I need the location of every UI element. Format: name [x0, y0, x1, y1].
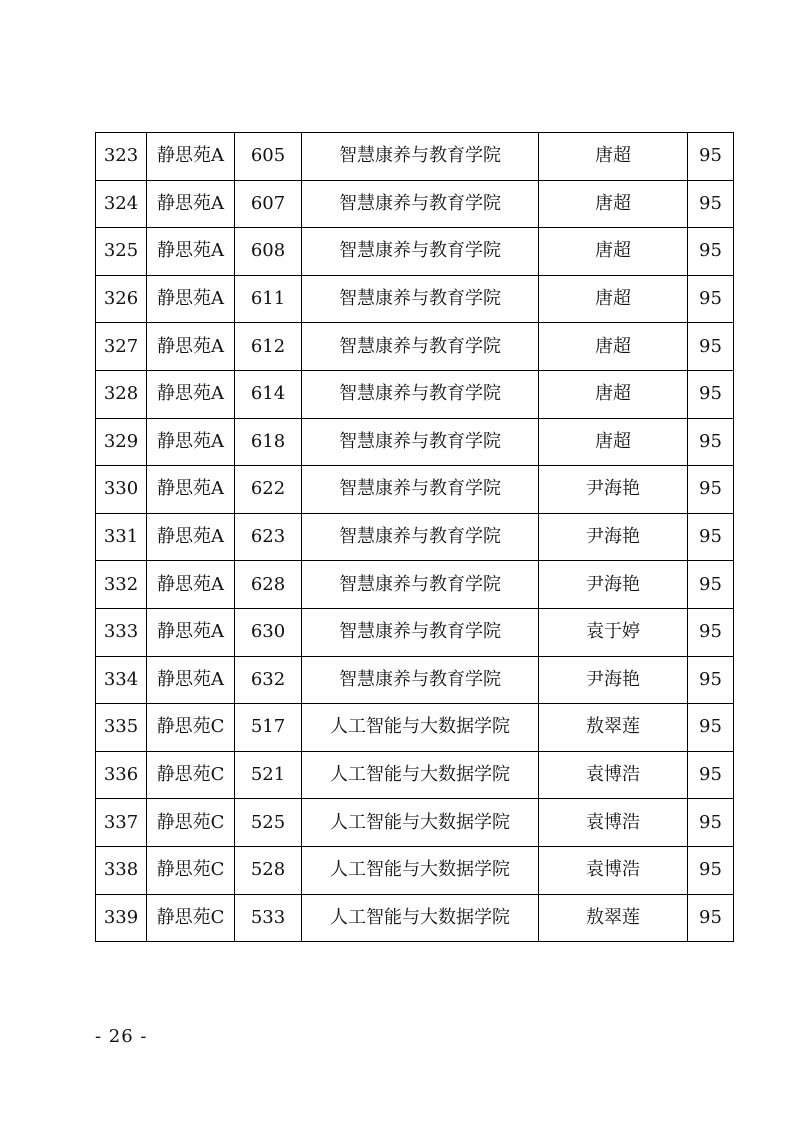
score-cell: 95 — [688, 704, 734, 752]
table-row — [96, 656, 734, 704]
score-cell: 95 — [688, 846, 734, 894]
table-row — [96, 466, 734, 514]
building-cell: 静思苑A — [147, 608, 235, 656]
room-cell: 628 — [235, 561, 302, 609]
counselor-cell: 敖翠莲 — [539, 704, 688, 752]
table-row — [96, 323, 734, 371]
row-number-cell: 335 — [96, 704, 147, 752]
table-row — [96, 513, 734, 561]
table-row — [96, 180, 734, 228]
counselor-cell: 敖翠莲 — [539, 894, 688, 942]
building-cell: 静思苑C — [147, 846, 235, 894]
table-row — [96, 608, 734, 656]
room-cell: 605 — [235, 133, 302, 181]
table-row — [96, 228, 734, 276]
building-cell: 静思苑A — [147, 180, 235, 228]
building-cell: 静思苑A — [147, 418, 235, 466]
counselor-cell: 唐超 — [539, 275, 688, 323]
building-cell: 静思苑C — [147, 704, 235, 752]
college-cell: 人工智能与大数据学院 — [302, 846, 539, 894]
building-cell: 静思苑A — [147, 133, 235, 181]
score-cell: 95 — [688, 799, 734, 847]
room-cell: 612 — [235, 323, 302, 371]
counselor-cell: 唐超 — [539, 370, 688, 418]
building-cell: 静思苑C — [147, 799, 235, 847]
counselor-cell: 袁博浩 — [539, 846, 688, 894]
row-number-cell: 336 — [96, 751, 147, 799]
counselor-cell: 袁于婷 — [539, 608, 688, 656]
table-row — [96, 561, 734, 609]
college-cell: 智慧康养与教育学院 — [302, 418, 539, 466]
table-row — [96, 846, 734, 894]
row-number-cell: 328 — [96, 370, 147, 418]
score-cell: 95 — [688, 275, 734, 323]
row-number-cell: 324 — [96, 180, 147, 228]
score-cell: 95 — [688, 370, 734, 418]
college-cell: 智慧康养与教育学院 — [302, 180, 539, 228]
room-cell: 607 — [235, 180, 302, 228]
college-cell: 智慧康养与教育学院 — [302, 513, 539, 561]
college-cell: 智慧康养与教育学院 — [302, 133, 539, 181]
row-number-cell: 339 — [96, 894, 147, 942]
building-cell: 静思苑A — [147, 561, 235, 609]
table-body — [96, 133, 734, 942]
row-number-cell: 337 — [96, 799, 147, 847]
building-cell: 静思苑C — [147, 894, 235, 942]
score-cell: 95 — [688, 751, 734, 799]
counselor-cell: 袁博浩 — [539, 751, 688, 799]
row-number-cell: 333 — [96, 608, 147, 656]
building-cell: 静思苑A — [147, 370, 235, 418]
building-cell: 静思苑A — [147, 466, 235, 514]
counselor-cell: 尹海艳 — [539, 561, 688, 609]
college-cell: 智慧康养与教育学院 — [302, 275, 539, 323]
score-cell: 95 — [688, 608, 734, 656]
row-number-cell: 325 — [96, 228, 147, 276]
room-cell: 632 — [235, 656, 302, 704]
room-cell: 611 — [235, 275, 302, 323]
row-number-cell: 327 — [96, 323, 147, 371]
table-row — [96, 370, 734, 418]
building-cell: 静思苑A — [147, 513, 235, 561]
counselor-cell: 唐超 — [539, 418, 688, 466]
table-row — [96, 894, 734, 942]
college-cell: 智慧康养与教育学院 — [302, 608, 539, 656]
building-cell: 静思苑A — [147, 656, 235, 704]
counselor-cell: 袁博浩 — [539, 799, 688, 847]
score-cell: 95 — [688, 180, 734, 228]
table-row — [96, 704, 734, 752]
score-cell: 95 — [688, 561, 734, 609]
room-cell: 517 — [235, 704, 302, 752]
score-cell: 95 — [688, 513, 734, 561]
row-number-cell: 330 — [96, 466, 147, 514]
counselor-cell: 唐超 — [539, 323, 688, 371]
counselor-cell: 唐超 — [539, 180, 688, 228]
college-cell: 人工智能与大数据学院 — [302, 751, 539, 799]
row-number-cell: 329 — [96, 418, 147, 466]
score-cell: 95 — [688, 323, 734, 371]
room-cell: 521 — [235, 751, 302, 799]
building-cell: 静思苑C — [147, 751, 235, 799]
college-cell: 智慧康养与教育学院 — [302, 656, 539, 704]
table-row — [96, 418, 734, 466]
college-cell: 人工智能与大数据学院 — [302, 704, 539, 752]
table-row — [96, 799, 734, 847]
row-number-cell: 323 — [96, 133, 147, 181]
counselor-cell: 尹海艳 — [539, 466, 688, 514]
college-cell: 智慧康养与教育学院 — [302, 228, 539, 276]
room-cell: 608 — [235, 228, 302, 276]
row-number-cell: 334 — [96, 656, 147, 704]
page-number: - 26 - — [95, 1026, 148, 1047]
building-cell: 静思苑A — [147, 228, 235, 276]
score-cell: 95 — [688, 894, 734, 942]
room-cell: 630 — [235, 608, 302, 656]
row-number-cell: 332 — [96, 561, 147, 609]
table-row — [96, 275, 734, 323]
row-number-cell: 326 — [96, 275, 147, 323]
row-number-cell: 331 — [96, 513, 147, 561]
room-cell: 525 — [235, 799, 302, 847]
room-cell: 614 — [235, 370, 302, 418]
table-row — [96, 751, 734, 799]
table-row — [96, 133, 734, 181]
score-cell: 95 — [688, 656, 734, 704]
row-number-cell: 338 — [96, 846, 147, 894]
counselor-cell: 尹海艳 — [539, 513, 688, 561]
counselor-cell: 唐超 — [539, 228, 688, 276]
college-cell: 智慧康养与教育学院 — [302, 370, 539, 418]
college-cell: 智慧康养与教育学院 — [302, 323, 539, 371]
building-cell: 静思苑A — [147, 323, 235, 371]
room-cell: 533 — [235, 894, 302, 942]
room-cell: 622 — [235, 466, 302, 514]
score-cell: 95 — [688, 133, 734, 181]
college-cell: 人工智能与大数据学院 — [302, 894, 539, 942]
counselor-cell: 唐超 — [539, 133, 688, 181]
score-cell: 95 — [688, 228, 734, 276]
room-cell: 528 — [235, 846, 302, 894]
dormitory-score-table — [95, 132, 734, 942]
room-cell: 623 — [235, 513, 302, 561]
college-cell: 智慧康养与教育学院 — [302, 561, 539, 609]
college-cell: 智慧康养与教育学院 — [302, 466, 539, 514]
counselor-cell: 尹海艳 — [539, 656, 688, 704]
score-cell: 95 — [688, 466, 734, 514]
building-cell: 静思苑A — [147, 275, 235, 323]
college-cell: 人工智能与大数据学院 — [302, 799, 539, 847]
room-cell: 618 — [235, 418, 302, 466]
score-cell: 95 — [688, 418, 734, 466]
